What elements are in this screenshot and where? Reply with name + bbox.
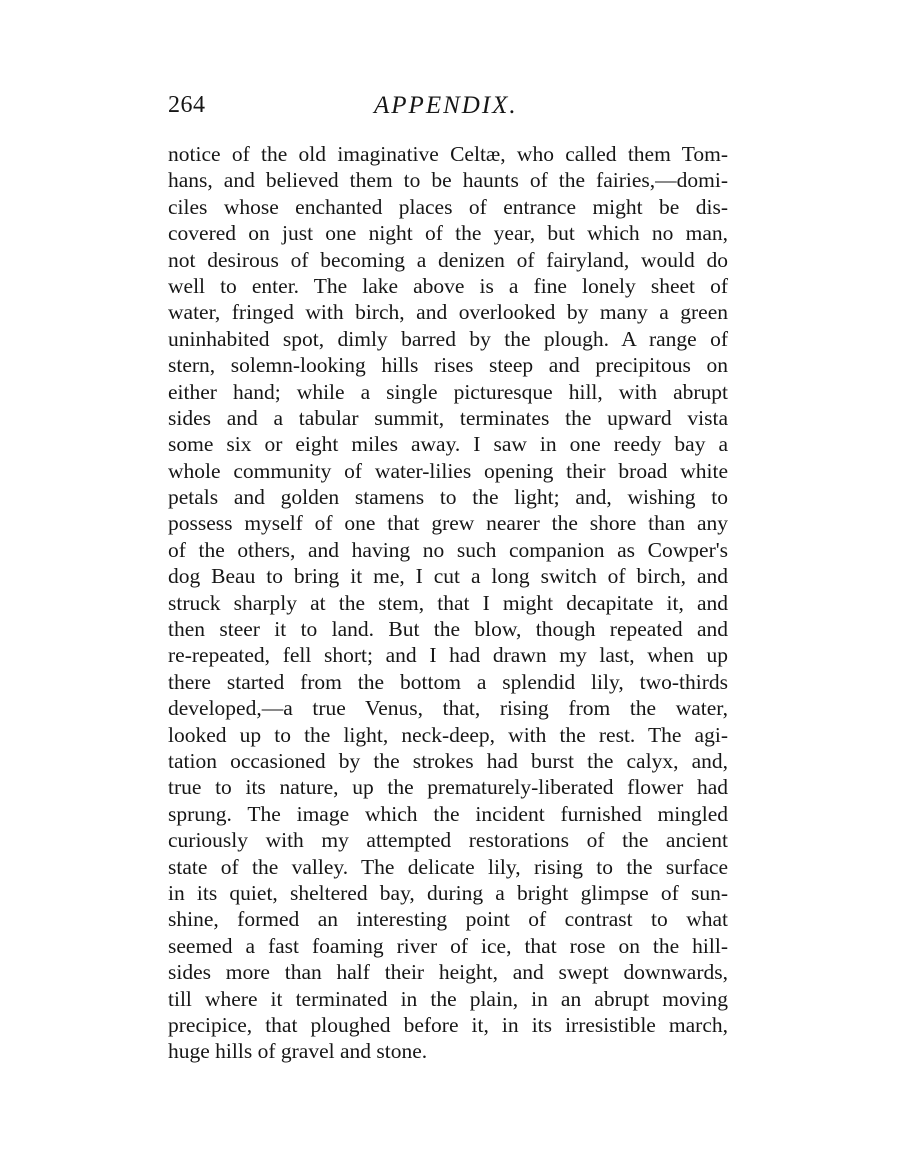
text-line: ciles whose enchanted places of entrance might be dis- (168, 194, 728, 219)
text-line: whole community of water-lilies opening their broad white (168, 458, 728, 483)
text-line: either hand; while a single picturesque hill, with abrupt (168, 379, 728, 404)
text-line: state of the valley. The delicate lily, rising to the surface (168, 854, 728, 879)
running-head (168, 92, 728, 126)
text-line: sprung. The image which the incident furnished mingled (168, 801, 728, 826)
text-line: seemed a fast foaming river of ice, that rose on the hill- (168, 933, 728, 958)
text-line: well to enter. The lake above is a fine lonely sheet of (168, 273, 728, 298)
text-line: uninhabited spot, dimly barred by the plough. A range of (168, 326, 728, 351)
text-line: covered on just one night of the year, but which no man, (168, 221, 728, 246)
text-line: sides more than half their height, and swept downwards, (168, 960, 728, 985)
text-line: precipice, that ploughed before it, in its irresistible march, (168, 1012, 728, 1037)
text-line: tation occasioned by the strokes had burst the calyx, and, (168, 748, 728, 773)
text-line: petals and golden stamens to the light; and, wishing to (168, 485, 728, 510)
text-line: notice of the old imaginative Celtæ, who called them Tom- (168, 142, 728, 166)
text-line: re-repeated, fell short; and I had drawn my last, when up (168, 643, 728, 668)
text-line: possess myself of one that grew nearer the shore than any (168, 511, 728, 536)
text-line: developed,—a true Venus, that, rising from the water, (168, 696, 728, 721)
text-line: not desirous of becoming a denizen of fairyland, would do (168, 247, 728, 272)
text-line: some six or eight miles away. I saw in one reedy bay a (168, 432, 728, 457)
text-line: then steer it to land. But the blow, though repeated and (168, 617, 728, 642)
text-line: water, fringed with birch, and overlooked by many a green (168, 300, 728, 325)
text-line: of the others, and having no such companion as Cowper's (168, 537, 728, 562)
page-number: 264 (168, 92, 206, 118)
text-line: in its quiet, sheltered bay, during a bright glimpse of sun- (168, 880, 728, 905)
text-line: hans, and believed them to be haunts of the fairies,—domi- (168, 168, 728, 193)
text-line: dog Beau to bring it me, I cut a long switch of birch, and (168, 564, 728, 589)
text-line: stern, solemn-looking hills rises steep and precipitous on (168, 353, 728, 378)
text-line: true to its nature, up the prematurely-liberated flower had (168, 775, 728, 800)
text-line: curiously with my attempted restorations of the ancient (168, 828, 728, 853)
text-line: struck sharply at the stem, that I might decapitate it, and (168, 590, 728, 615)
text-line: huge hills of gravel and stone. (168, 1039, 428, 1064)
text-line: till where it terminated in the plain, in an abrupt moving (168, 986, 728, 1011)
text-line: looked up to the light, neck-deep, with the rest. The agi- (168, 722, 728, 747)
text-line: there started from the bottom a splendid lily, two-thirds (168, 669, 728, 694)
running-title: APPENDIX. (374, 92, 518, 119)
text-line: shine, formed an interesting point of contrast to what (168, 907, 728, 932)
text-line: sides and a tabular summit, terminates the upward vista (168, 405, 728, 430)
body-text (168, 141, 728, 1065)
